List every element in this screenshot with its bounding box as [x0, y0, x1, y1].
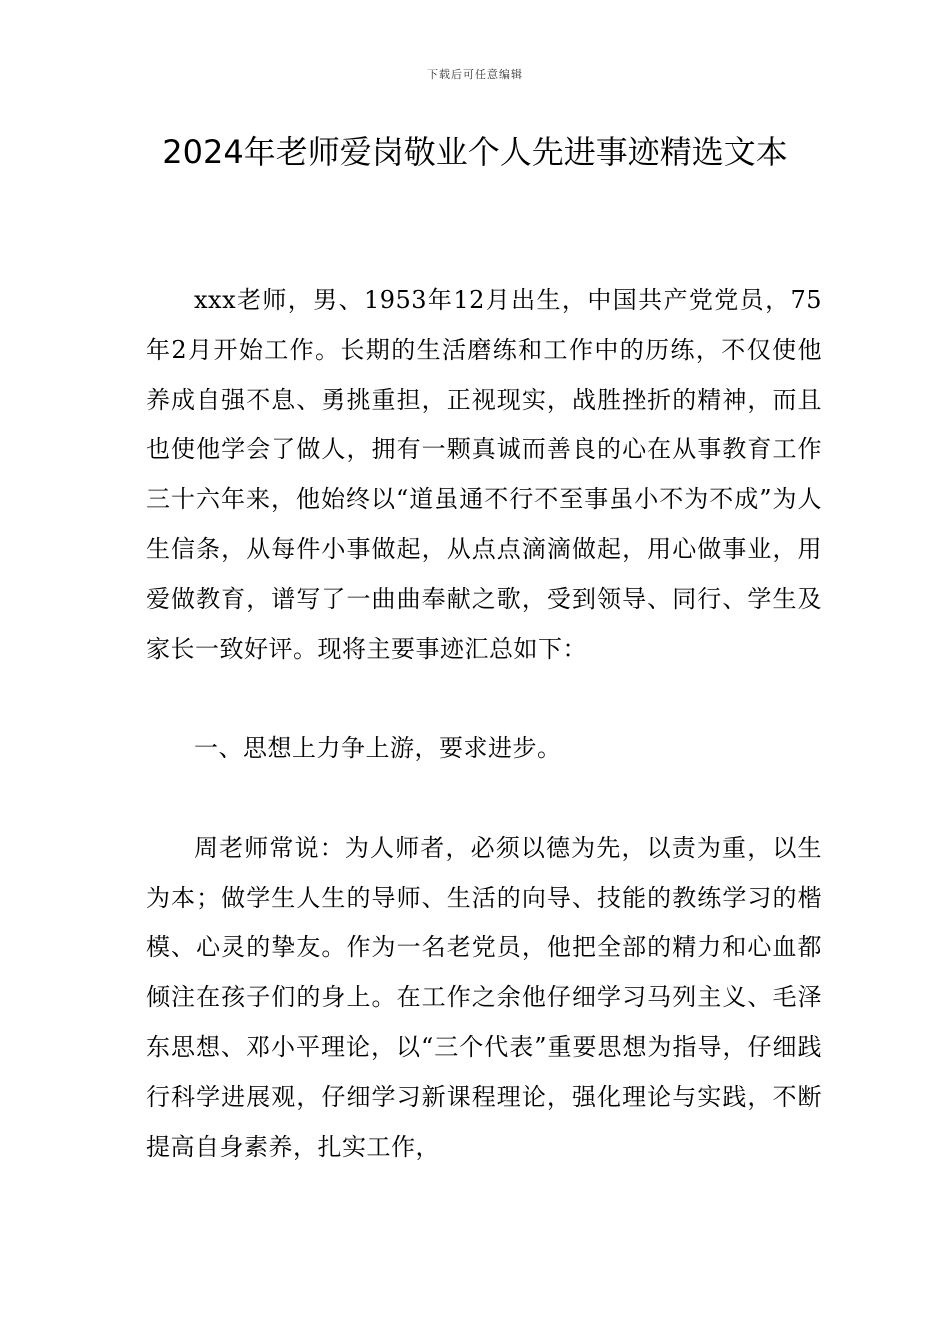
paragraph-intro: xxx老师，男、1953年12月出生，中国共产党党员，75年2月开始工作。长期的生活磨练和工作中的历练，不仅使他养成自强不息、勇挑重担，正视现实，战胜挫折的精神，而且也使他学会了做人，拥有一颗真诚而善良的心在从事教育工作三十六年来，他始终以“道虽通不行不至事虽小不为不成”为人生信条，从每件小事做起，从点点滴滴做起，用心做事业，用爱做教育，谱写了一曲曲奉献之歌，受到领导、同行、学生及家长一致好评。现将主要事迹汇总如下： [146, 286, 822, 663]
document-title: 2024年老师爱岗敬业个人先进事迹精选文本 [162, 133, 788, 171]
paragraph-thought: 周老师常说：为人师者，必须以德为先，以责为重，以生为本；做学生人生的导师、生活的向导、技能的教练学习的楷模、心灵的挚友。作为一名老党员，他把全部的精力和心血都倾注在孩子们的身上。在工作之余他仔细学习马列主义、毛泽东思想、邓小平理论，以“三个代表”重要思想为指导，仔细践行科学进展观，仔细学习新课程理论，强化理论与实践，不断提高自身素养，扎实工作， [146, 833, 822, 1161]
section-heading: 一、思想上力争上游，要求进步。 [194, 734, 562, 763]
document-body [146, 276, 822, 1172]
header-note: 下载后可任意编辑 [427, 68, 523, 81]
